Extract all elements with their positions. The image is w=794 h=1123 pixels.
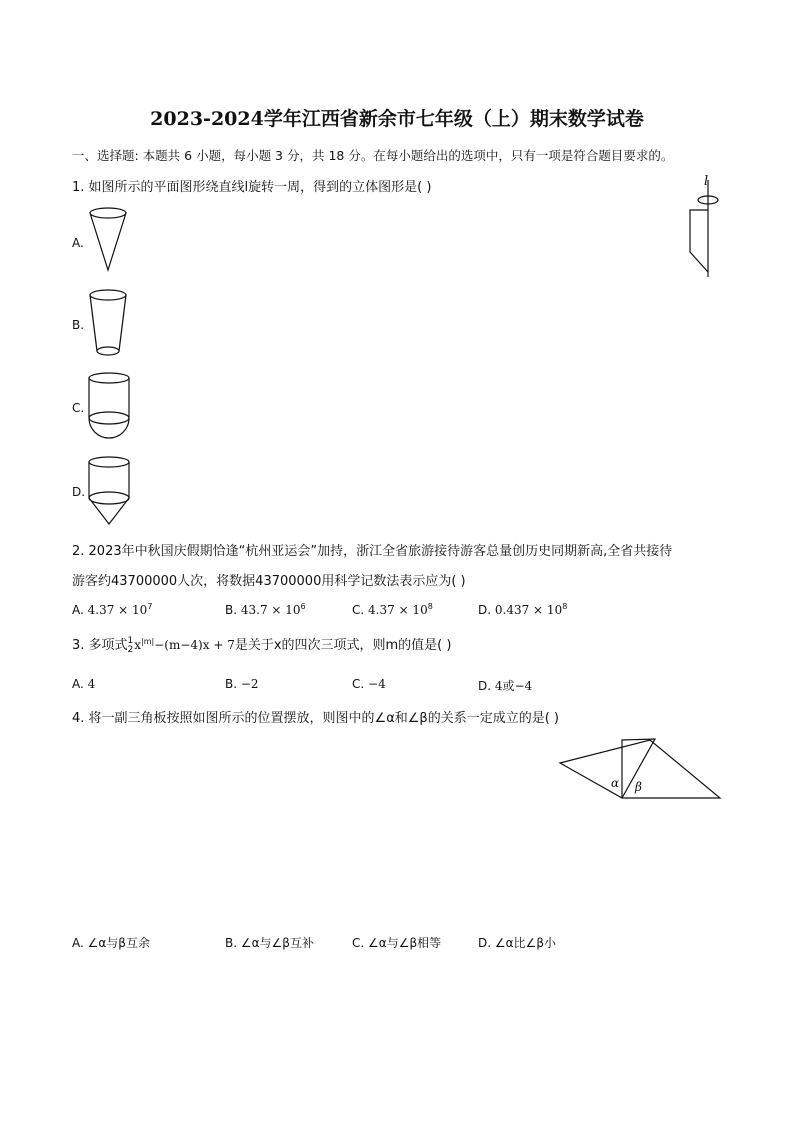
q2-option-d-base: 0.437 × 10: [494, 603, 563, 617]
q4-option-a-value: ∠α与β互余: [87, 936, 150, 950]
q3-fraction: [128, 637, 134, 655]
q4-alpha-label: α: [611, 776, 620, 790]
q1-stem: 1. 如图所示的平面图形绕直线l旋转一周，得到的立体图形是( ): [72, 180, 432, 195]
q2-option-c[interactable]: [352, 602, 433, 617]
q2-option-c-base: 4.37 × 10: [368, 603, 428, 617]
q4-option-a[interactable]: [72, 934, 150, 951]
q4-beta-label: β: [635, 780, 642, 794]
q4-option-c[interactable]: [352, 934, 441, 951]
q1-option-c[interactable]: C.: [72, 401, 85, 415]
q3-option-b[interactable]: [225, 677, 259, 691]
q3-option-b-label: B.: [225, 677, 238, 691]
q3-rest: −(m−4)x + 7: [154, 638, 235, 652]
q4-option-c-value: ∠α与∠β相等: [368, 936, 442, 950]
q1-option-b[interactable]: B.: [72, 318, 85, 332]
q2-option-b-exp: 6: [300, 602, 306, 611]
q2-option-b[interactable]: [225, 602, 306, 617]
q4-option-d-value: ∠α比∠β小: [494, 936, 556, 950]
q4-triangle-figure: [555, 735, 725, 805]
q4-option-b-label: B.: [225, 936, 238, 950]
q3-option-d-value: 4或−4: [494, 679, 533, 693]
q3-option-c[interactable]: [352, 677, 386, 691]
q2-stem-line1: 2. 2023年中秋国庆假期恰逢“杭州亚运会”加持，浙江全省旅游接待游客总量创历史同期新高,全省共接待: [72, 544, 673, 559]
q2-option-c-label: C.: [352, 603, 365, 617]
q3-prefix: 3. 多项式: [72, 638, 128, 653]
section-heading: 一、选择题: 本题共 6 小题，每小题 3 分，共 18 分。在每小题给出的选项中，只有一项是符合题目要求的。: [72, 148, 674, 163]
q3-exponent: |m|: [141, 637, 155, 646]
q1-frustum-figure: [84, 287, 134, 359]
q2-option-c-exp: 8: [427, 602, 433, 611]
q3-option-d-label: D.: [478, 679, 492, 693]
q2-option-d[interactable]: [478, 602, 567, 617]
q4-option-b[interactable]: [225, 934, 314, 951]
q1-axis-label: l: [704, 174, 709, 189]
q4-option-d-label: D.: [478, 936, 492, 950]
q2-option-a-exp: 7: [147, 602, 153, 611]
q2-option-b-base: 43.7 × 10: [240, 603, 301, 617]
q2-option-b-label: B.: [225, 603, 238, 617]
q3-option-a-label: A.: [72, 677, 84, 691]
q4-option-a-label: A.: [72, 936, 84, 950]
q3-option-c-value: −4: [368, 677, 386, 691]
q2-option-a[interactable]: [72, 602, 152, 617]
q2-option-a-base: 4.37 × 10: [87, 603, 148, 617]
q2-option-d-label: D.: [478, 603, 492, 617]
q4-stem: 4. 将一副三角板按照如图所示的位置摆放，则图中的∠α和∠β的关系一定成立的是( ): [72, 711, 559, 726]
q3-stem: [72, 634, 451, 655]
q1-cylinder-hemisphere-figure: [84, 370, 134, 442]
q3-option-c-label: C.: [352, 677, 365, 691]
q3-option-b-value: −2: [240, 677, 259, 691]
q4-option-b-value: ∠α与∠β互补: [240, 936, 314, 950]
q3-option-a[interactable]: [72, 677, 95, 691]
q2-stem-line2: 游客约43700000人次，将数据43700000用科学记数法表示应为( ): [72, 574, 466, 589]
q2-option-a-label: A.: [72, 603, 84, 617]
q3-option-d[interactable]: [478, 677, 532, 694]
q3-option-a-value: 4: [87, 677, 96, 691]
q1-option-d[interactable]: D.: [72, 485, 86, 499]
q3-suffix: 是关于x的四次三项式，则m的值是( ): [234, 638, 452, 653]
q3-term1: x: [134, 638, 142, 652]
q1-cone-figure: [84, 205, 134, 275]
q2-option-d-exp: 8: [562, 602, 568, 611]
q3-frac-num: 1: [127, 635, 134, 646]
q1-option-a[interactable]: A.: [72, 236, 84, 250]
q1-cylinder-cone-figure: [84, 454, 136, 530]
page-title: 2023-2024学年江西省新余市七年级（上）期末数学试卷: [150, 108, 644, 130]
q4-option-d[interactable]: [478, 934, 556, 951]
q4-option-c-label: C.: [352, 936, 365, 950]
q3-frac-den: 2: [127, 644, 134, 655]
